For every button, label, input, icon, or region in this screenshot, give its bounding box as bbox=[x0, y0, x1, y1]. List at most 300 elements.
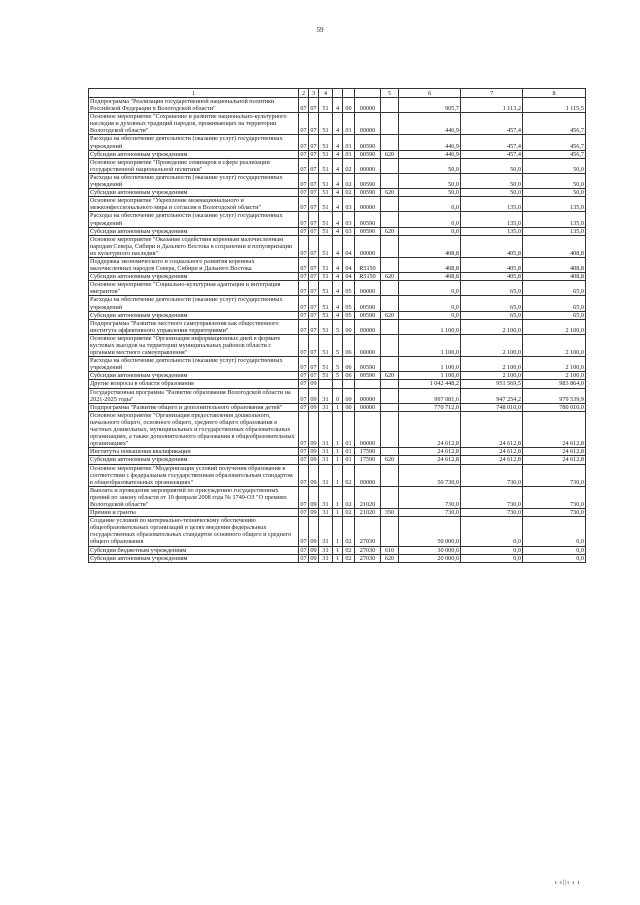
subsection-code-cell: 07 bbox=[309, 257, 319, 272]
activity-code-cell: 01 bbox=[343, 411, 355, 447]
amount-year2-cell: 457,4 bbox=[461, 135, 523, 150]
program-code-cell: 51 bbox=[319, 173, 333, 188]
subsection-code-cell: 07 bbox=[309, 235, 319, 257]
direction-code-cell bbox=[355, 380, 381, 388]
section-code-cell: 07 bbox=[300, 273, 307, 281]
amount-year1-cell: 24 612,8 bbox=[399, 411, 461, 447]
subprogram-code-cell: 1 bbox=[333, 464, 343, 486]
table-row bbox=[89, 464, 586, 486]
subprogram-code-cell: 4 bbox=[333, 173, 343, 188]
amount-year1-cell: 50 730,0 bbox=[399, 464, 461, 486]
amount-year3-cell: 65,0 bbox=[523, 296, 586, 311]
activity-code-cell: 05 bbox=[343, 281, 355, 296]
direction-code-cell: 00590 bbox=[355, 357, 381, 372]
subprogram-code-cell: 5 bbox=[333, 334, 343, 356]
subsection-code-cell: 07 bbox=[309, 212, 319, 227]
program-code-cell: 51 bbox=[319, 311, 333, 319]
direction-code-cell: 17590 bbox=[355, 456, 381, 464]
budget-table bbox=[88, 88, 586, 563]
direction-code-cell: 00590 bbox=[355, 227, 381, 235]
amount-year1-cell: 1 042 448,2 bbox=[399, 380, 461, 388]
direction-code-cell: R5150 bbox=[355, 257, 381, 272]
row-name-cell: Создание условий по материально-техническому обеспечению общеобразовательных организаций в целях введения федеральных государственных образовательных стандартов основного общего и среднего общего образования bbox=[89, 517, 299, 546]
subprogram-code-cell: 4 bbox=[333, 257, 343, 272]
table-row bbox=[89, 388, 586, 403]
table-row bbox=[89, 173, 586, 188]
row-name-cell: Субсидии автономным учреждениям bbox=[89, 273, 299, 281]
table-row bbox=[89, 334, 586, 356]
amount-year3-cell: 50,0 bbox=[523, 158, 586, 173]
amount-year1-cell: 408,8 bbox=[399, 257, 461, 272]
subprogram-code-cell: 4 bbox=[333, 235, 343, 257]
direction-code-cell: 00590 bbox=[355, 212, 381, 227]
row-name-cell: Выплата и проведение мероприятий по присуждению государственных премий по закону области от 10 февраля 2008 года № 1749-ОЗ "О премиях Вологодской области" bbox=[89, 486, 299, 508]
table-row bbox=[89, 235, 586, 257]
activity-code-cell: 00 bbox=[343, 403, 355, 411]
section-code-cell: 07 bbox=[300, 448, 307, 456]
amount-year3-cell: 24 612,8 bbox=[523, 411, 586, 447]
section-code-cell: 07 bbox=[300, 380, 307, 388]
amount-year3-cell: 135,0 bbox=[523, 227, 586, 235]
amount-year1-cell: 408,8 bbox=[399, 235, 461, 257]
header-cell: 4 bbox=[319, 89, 333, 98]
table-row bbox=[89, 411, 586, 447]
amount-year3-cell: 456,7 bbox=[523, 113, 586, 135]
section-code-cell: 07 bbox=[299, 257, 309, 272]
expense-type-cell: 620 bbox=[381, 372, 399, 380]
header-cell: 3 bbox=[309, 89, 319, 98]
table-row bbox=[89, 403, 586, 411]
amount-year1-cell: 0,0 bbox=[399, 212, 461, 227]
table-row bbox=[89, 273, 586, 281]
activity-code-cell: 01 bbox=[343, 150, 355, 158]
subsection-code-cell: 07 bbox=[309, 113, 319, 135]
subprogram-code-cell: 4 bbox=[333, 158, 343, 173]
amount-year2-cell: 947 254,2 bbox=[461, 388, 523, 403]
expense-type-cell bbox=[381, 135, 399, 150]
activity-code-cell: 01 bbox=[343, 448, 355, 456]
row-name-cell: Другие вопросы в области образования bbox=[89, 380, 299, 388]
amount-year2-cell: 730,0 bbox=[461, 509, 523, 517]
expense-type-cell bbox=[381, 212, 399, 227]
amount-year3-cell: 2 100,0 bbox=[523, 334, 586, 356]
direction-code-cell: 27030 bbox=[355, 546, 381, 554]
section-code-cell: 07 bbox=[300, 509, 307, 517]
activity-code-cell: 02 bbox=[343, 546, 355, 554]
table-row bbox=[89, 113, 586, 135]
amount-year1-cell: 730,0 bbox=[399, 509, 461, 517]
amount-year3-cell: 24 612,8 bbox=[523, 448, 586, 456]
table-row bbox=[89, 554, 586, 562]
amount-year2-cell: 405,8 bbox=[461, 257, 523, 272]
section-code-cell: 07 bbox=[299, 135, 309, 150]
row-name-cell: Основное мероприятие "Оказание содействия коренным малочисленным народам Севера, Сибири и Дальнего Востока в сохранении и популяризации их культурного наследия" bbox=[89, 235, 299, 257]
subprogram-code-cell: 1 bbox=[333, 456, 343, 464]
expense-type-cell bbox=[381, 173, 399, 188]
amount-year2-cell: 65,0 bbox=[461, 296, 523, 311]
header-cell: 1 bbox=[89, 89, 299, 98]
direction-code-cell: 00000 bbox=[355, 113, 381, 135]
subprogram-code-cell: 5 bbox=[333, 357, 343, 372]
amount-year2-cell: 50,0 bbox=[461, 189, 523, 197]
amount-year3-cell: 65,0 bbox=[523, 281, 586, 296]
table-row bbox=[89, 135, 586, 150]
amount-year1-cell: 50,0 bbox=[399, 158, 461, 173]
subsection-code-cell: 09 bbox=[309, 486, 319, 508]
row-name-cell: Премии и гранты bbox=[89, 509, 299, 517]
header-cell bbox=[355, 89, 381, 98]
subprogram-code-cell: 1 bbox=[333, 411, 343, 447]
activity-code-cell: 06 bbox=[343, 372, 355, 380]
direction-code-cell: 00590 bbox=[355, 372, 381, 380]
section-code-cell: 07 bbox=[300, 227, 307, 235]
activity-code-cell: 02 bbox=[343, 189, 355, 197]
program-code-cell: 51 bbox=[319, 113, 333, 135]
subprogram-code-cell: 5 bbox=[333, 319, 343, 334]
subprogram-code-cell: 1 bbox=[333, 554, 343, 562]
row-name-cell: Основное мероприятие "Организация информационных дней в формате кустовых выездов на территории муниципальных районов области с органами местного самоуправления" bbox=[89, 334, 299, 356]
program-code-cell bbox=[319, 380, 333, 388]
row-name-cell: Основное мероприятие "Организация предоставления дошкольного, начального общего, основного общего, среднего общего образования в частных дошкольных, муниципальных и государственных образовательных организациях, а также дополнительного образования в общеобразовательных организациях" bbox=[89, 411, 299, 447]
activity-code-cell: 00 bbox=[343, 388, 355, 403]
activity-code-cell bbox=[343, 380, 355, 388]
amount-year1-cell: 997 081,6 bbox=[399, 388, 461, 403]
amount-year2-cell: 2 100,0 bbox=[461, 334, 523, 356]
direction-code-cell: 17590 bbox=[355, 448, 381, 456]
table-row bbox=[89, 227, 586, 235]
subsection-code-cell: 07 bbox=[309, 173, 319, 188]
program-code-cell: 51 bbox=[319, 296, 333, 311]
activity-code-cell: 03 bbox=[343, 227, 355, 235]
activity-code-cell: 00 bbox=[343, 98, 355, 113]
table-row bbox=[89, 380, 586, 388]
row-name-cell: Институты повышения квалификации bbox=[89, 448, 299, 456]
amount-year1-cell: 0,0 bbox=[399, 197, 461, 212]
expense-type-cell bbox=[381, 486, 399, 508]
amount-year1-cell: 0,0 bbox=[399, 227, 461, 235]
activity-code-cell: 03 bbox=[343, 212, 355, 227]
subprogram-code-cell: 4 bbox=[333, 212, 343, 227]
subsection-code-cell: 07 bbox=[310, 273, 317, 281]
amount-year3-cell: 135,0 bbox=[523, 197, 586, 212]
amount-year2-cell: 0,0 bbox=[461, 517, 523, 546]
section-code-cell: 07 bbox=[299, 296, 309, 311]
expense-type-cell bbox=[381, 448, 399, 456]
amount-year1-cell: 905,7 bbox=[399, 98, 461, 113]
amount-year3-cell: 0,0 bbox=[523, 554, 586, 562]
expense-type-cell bbox=[381, 281, 399, 296]
amount-year3-cell: 65,0 bbox=[523, 311, 586, 319]
row-name-cell: Субсидии автономным учреждениям bbox=[89, 554, 299, 562]
direction-code-cell: 00000 bbox=[355, 158, 381, 173]
subsection-code-cell: 09 bbox=[310, 380, 317, 388]
subsection-code-cell: 09 bbox=[310, 554, 317, 562]
row-name-cell: Основное мероприятие "Укрепление межнационального и межконфессионального мира и согласия в Вологодской области" bbox=[89, 197, 299, 212]
amount-year2-cell: 405,8 bbox=[461, 235, 523, 257]
activity-code-cell: 06 bbox=[343, 357, 355, 372]
expense-type-cell bbox=[381, 388, 399, 403]
amount-year3-cell: 730,0 bbox=[523, 486, 586, 508]
program-code-cell: 31 bbox=[319, 486, 333, 508]
activity-code-cell: 02 bbox=[343, 486, 355, 508]
amount-year1-cell: 0,0 bbox=[399, 296, 461, 311]
amount-year1-cell: 1 100,0 bbox=[399, 372, 461, 380]
direction-code-cell: 00590 bbox=[355, 150, 381, 158]
expense-type-cell: 620 bbox=[381, 189, 399, 197]
table-row bbox=[89, 150, 586, 158]
subprogram-code-cell: 4 bbox=[333, 135, 343, 150]
amount-year3-cell: 730,0 bbox=[523, 464, 586, 486]
subprogram-code-cell: 1 bbox=[333, 403, 343, 411]
section-code-cell: 07 bbox=[300, 403, 307, 411]
amount-year2-cell: 748 010,0 bbox=[461, 403, 523, 411]
amount-year3-cell: 2 100,0 bbox=[523, 319, 586, 334]
program-code-cell: 31 bbox=[319, 448, 333, 456]
subprogram-code-cell: 1 bbox=[333, 448, 343, 456]
amount-year3-cell: 24 612,8 bbox=[523, 456, 586, 464]
section-code-cell: 07 bbox=[299, 319, 309, 334]
program-code-cell: 51 bbox=[319, 235, 333, 257]
expense-type-cell: 620 bbox=[381, 227, 399, 235]
section-code-cell: 07 bbox=[299, 334, 309, 356]
program-code-cell: 31 bbox=[319, 411, 333, 447]
section-code-cell: 07 bbox=[299, 486, 309, 508]
amount-year2-cell: 457,4 bbox=[461, 150, 523, 158]
row-name-cell: Расходы на обеспечение деятельности (оказание услуг) государственных учреждений bbox=[89, 357, 299, 372]
subprogram-code-cell: 4 bbox=[333, 98, 343, 113]
activity-code-cell: 01 bbox=[343, 135, 355, 150]
activity-code-cell: 05 bbox=[343, 296, 355, 311]
amount-year2-cell: 135,0 bbox=[461, 227, 523, 235]
amount-year2-cell: 24 612,8 bbox=[461, 411, 523, 447]
amount-year3-cell: 2 100,0 bbox=[523, 372, 586, 380]
expense-type-cell bbox=[381, 357, 399, 372]
direction-code-cell: 00590 bbox=[355, 189, 381, 197]
expense-type-cell: 610 bbox=[381, 546, 399, 554]
subsection-code-cell: 07 bbox=[309, 158, 319, 173]
amount-year3-cell: 730,0 bbox=[523, 509, 586, 517]
subprogram-code-cell: 1 bbox=[333, 546, 343, 554]
amount-year3-cell: 0,0 bbox=[523, 546, 586, 554]
subprogram-code-cell: 4 bbox=[333, 296, 343, 311]
subsection-code-cell: 07 bbox=[310, 372, 317, 380]
activity-code-cell: 01 bbox=[343, 113, 355, 135]
amount-year1-cell: 50,0 bbox=[399, 173, 461, 188]
direction-code-cell: 27030 bbox=[355, 554, 381, 562]
program-code-cell: 31 bbox=[319, 464, 333, 486]
direction-code-cell: 00000 bbox=[355, 197, 381, 212]
header-cell: 8 bbox=[523, 89, 586, 98]
subprogram-code-cell: 4 bbox=[333, 311, 343, 319]
subsection-code-cell: 09 bbox=[309, 388, 319, 403]
row-name-cell: Расходы на обеспечение деятельности (оказание услуг) государственных учреждений bbox=[89, 212, 299, 227]
subprogram-code-cell: 4 bbox=[333, 281, 343, 296]
table-row bbox=[89, 517, 586, 546]
section-code-cell: 07 bbox=[299, 411, 309, 447]
subsection-code-cell: 09 bbox=[309, 411, 319, 447]
subsection-code-cell: 09 bbox=[310, 456, 317, 464]
table-row bbox=[89, 212, 586, 227]
program-code-cell: 51 bbox=[319, 197, 333, 212]
program-code-cell: 51 bbox=[319, 319, 333, 334]
table-row bbox=[89, 158, 586, 173]
subprogram-code-cell: 5 bbox=[333, 372, 343, 380]
section-code-cell: 07 bbox=[299, 113, 309, 135]
amount-year2-cell: 0,0 bbox=[461, 546, 523, 554]
expense-type-cell bbox=[381, 411, 399, 447]
subprogram-code-cell: 4 bbox=[333, 227, 343, 235]
amount-year2-cell: 2 100,0 bbox=[461, 319, 523, 334]
subsection-code-cell: 09 bbox=[310, 509, 317, 517]
header-cell bbox=[343, 89, 355, 98]
row-name-cell: Субсидии бюджетным учреждениям bbox=[89, 546, 299, 554]
row-name-cell: Подпрограмма "Развитие общего и дополнительного образования детей" bbox=[89, 403, 299, 411]
amount-year1-cell: 24 612,8 bbox=[399, 448, 461, 456]
subprogram-code-cell: 1 bbox=[333, 486, 343, 508]
program-code-cell: 51 bbox=[319, 189, 333, 197]
table-row bbox=[89, 448, 586, 456]
amount-year1-cell: 446,9 bbox=[399, 135, 461, 150]
row-name-cell: Субсидии автономным учреждениям bbox=[89, 150, 299, 158]
amount-year1-cell: 446,9 bbox=[399, 113, 461, 135]
amount-year2-cell: 24 612,8 bbox=[461, 456, 523, 464]
amount-year1-cell: 0,0 bbox=[399, 311, 461, 319]
table-row bbox=[89, 456, 586, 464]
footer-marks: ı ı||ı ı ı bbox=[555, 880, 581, 886]
amount-year3-cell: 408,8 bbox=[523, 273, 586, 281]
row-name-cell: Основное мероприятие "Модернизация условий получения образования в соответствии с федеральным государственным образовательным стандартом в общеобразовательных организациях" bbox=[89, 464, 299, 486]
section-code-cell: 07 bbox=[299, 158, 309, 173]
amount-year1-cell: 50,0 bbox=[399, 189, 461, 197]
amount-year1-cell: 0,0 bbox=[399, 281, 461, 296]
amount-year3-cell: 456,7 bbox=[523, 135, 586, 150]
table-row bbox=[89, 486, 586, 508]
amount-year1-cell: 1 100,0 bbox=[399, 357, 461, 372]
program-code-cell: 51 bbox=[319, 281, 333, 296]
direction-code-cell: 00000 bbox=[355, 319, 381, 334]
section-code-cell: 07 bbox=[299, 464, 309, 486]
amount-year1-cell: 20 000,0 bbox=[399, 554, 461, 562]
amount-year2-cell: 951 569,5 bbox=[461, 380, 523, 388]
subsection-code-cell: 07 bbox=[309, 296, 319, 311]
amount-year3-cell: 2 100,0 bbox=[523, 357, 586, 372]
table-row bbox=[89, 372, 586, 380]
expense-type-cell bbox=[381, 403, 399, 411]
table-row bbox=[89, 509, 586, 517]
subprogram-code-cell: 4 bbox=[333, 197, 343, 212]
amount-year3-cell: 979 539,9 bbox=[523, 388, 586, 403]
direction-code-cell: 00000 bbox=[355, 388, 381, 403]
section-code-cell: 07 bbox=[299, 357, 309, 372]
program-code-cell: 51 bbox=[319, 135, 333, 150]
section-code-cell: 07 bbox=[299, 98, 309, 113]
row-name-cell: Подпрограмма "Реализация государственной национальной политики Российской Федерации в Вологодской области" bbox=[89, 98, 299, 113]
page-number: 59 bbox=[316, 26, 324, 34]
amount-year2-cell: 50,0 bbox=[461, 158, 523, 173]
row-name-cell: Поддержка экономического и социального развития коренных малочисленных народов Севера, Сибири и Дальнего Востока bbox=[89, 257, 299, 272]
amount-year2-cell: 2 100,0 bbox=[461, 357, 523, 372]
program-code-cell: 31 bbox=[319, 403, 333, 411]
amount-year1-cell: 730,0 bbox=[399, 486, 461, 508]
expense-type-cell: 620 bbox=[381, 150, 399, 158]
amount-year2-cell: 24 612,8 bbox=[461, 448, 523, 456]
table-row bbox=[89, 257, 586, 272]
amount-year3-cell: 408,8 bbox=[523, 235, 586, 257]
section-code-cell: 07 bbox=[299, 173, 309, 188]
row-name-cell: Государственная программа "Развитие образования Вологодской области на 2021-2025 годы" bbox=[89, 388, 299, 403]
amount-year2-cell: 135,0 bbox=[461, 197, 523, 212]
amount-year2-cell: 65,0 bbox=[461, 311, 523, 319]
expense-type-cell bbox=[381, 197, 399, 212]
program-code-cell: 51 bbox=[319, 334, 333, 356]
expense-type-cell: 350 bbox=[381, 509, 399, 517]
expense-type-cell bbox=[381, 464, 399, 486]
amount-year1-cell: 24 612,8 bbox=[399, 456, 461, 464]
subprogram-code-cell: 4 bbox=[333, 113, 343, 135]
subsection-code-cell: 07 bbox=[309, 98, 319, 113]
amount-year1-cell: 770 712,0 bbox=[399, 403, 461, 411]
table-row bbox=[89, 311, 586, 319]
row-name-cell: Субсидии автономным учреждениям bbox=[89, 311, 299, 319]
row-name-cell: Основное мероприятие "Проведение семинаров в сфере реализации государственной национальной политики" bbox=[89, 158, 299, 173]
subsection-code-cell: 07 bbox=[309, 135, 319, 150]
expense-type-cell bbox=[381, 98, 399, 113]
subsection-code-cell: 07 bbox=[309, 319, 319, 334]
subprogram-code-cell: 1 bbox=[333, 509, 343, 517]
expense-type-cell: 620 bbox=[381, 311, 399, 319]
subsection-code-cell: 09 bbox=[309, 464, 319, 486]
subsection-code-cell: 07 bbox=[309, 197, 319, 212]
direction-code-cell: 27030 bbox=[355, 517, 381, 546]
program-code-cell: 51 bbox=[319, 212, 333, 227]
amount-year3-cell: 1 115,5 bbox=[523, 98, 586, 113]
direction-code-cell: 00590 bbox=[355, 173, 381, 188]
row-name-cell: Субсидии автономным учреждениям bbox=[89, 189, 299, 197]
section-code-cell: 07 bbox=[299, 388, 309, 403]
expense-type-cell bbox=[381, 158, 399, 173]
expense-type-cell bbox=[381, 235, 399, 257]
program-code-cell: 31 bbox=[319, 517, 333, 546]
header-cell: 6 bbox=[399, 89, 461, 98]
expense-type-cell: 620 bbox=[381, 273, 399, 281]
row-name-cell: Расходы на обеспечение деятельности (оказание услуг) государственных учреждений bbox=[89, 135, 299, 150]
amount-year3-cell: 983 864,0 bbox=[523, 380, 586, 388]
activity-code-cell: 01 bbox=[343, 456, 355, 464]
program-code-cell: 51 bbox=[319, 257, 333, 272]
amount-year2-cell: 2 100,0 bbox=[461, 372, 523, 380]
amount-year2-cell: 50,0 bbox=[461, 173, 523, 188]
amount-year2-cell: 730,0 bbox=[461, 486, 523, 508]
subsection-code-cell: 07 bbox=[309, 357, 319, 372]
amount-year2-cell: 730,0 bbox=[461, 464, 523, 486]
header-cell: 2 bbox=[299, 89, 309, 98]
amount-year2-cell: 405,8 bbox=[461, 273, 523, 281]
amount-year2-cell: 65,0 bbox=[461, 281, 523, 296]
amount-year3-cell: 408,8 bbox=[523, 257, 586, 272]
section-code-cell: 07 bbox=[300, 150, 307, 158]
program-code-cell: 51 bbox=[319, 372, 333, 380]
activity-code-cell: 00 bbox=[343, 319, 355, 334]
program-code-cell: 51 bbox=[319, 98, 333, 113]
subsection-code-cell: 07 bbox=[310, 150, 317, 158]
expense-type-cell bbox=[381, 334, 399, 356]
program-code-cell: 31 bbox=[319, 509, 333, 517]
subsection-code-cell: 07 bbox=[309, 281, 319, 296]
direction-code-cell: 00000 bbox=[355, 411, 381, 447]
direction-code-cell: 00000 bbox=[355, 334, 381, 356]
program-code-cell: 51 bbox=[319, 357, 333, 372]
amount-year1-cell: 1 100,0 bbox=[399, 334, 461, 356]
